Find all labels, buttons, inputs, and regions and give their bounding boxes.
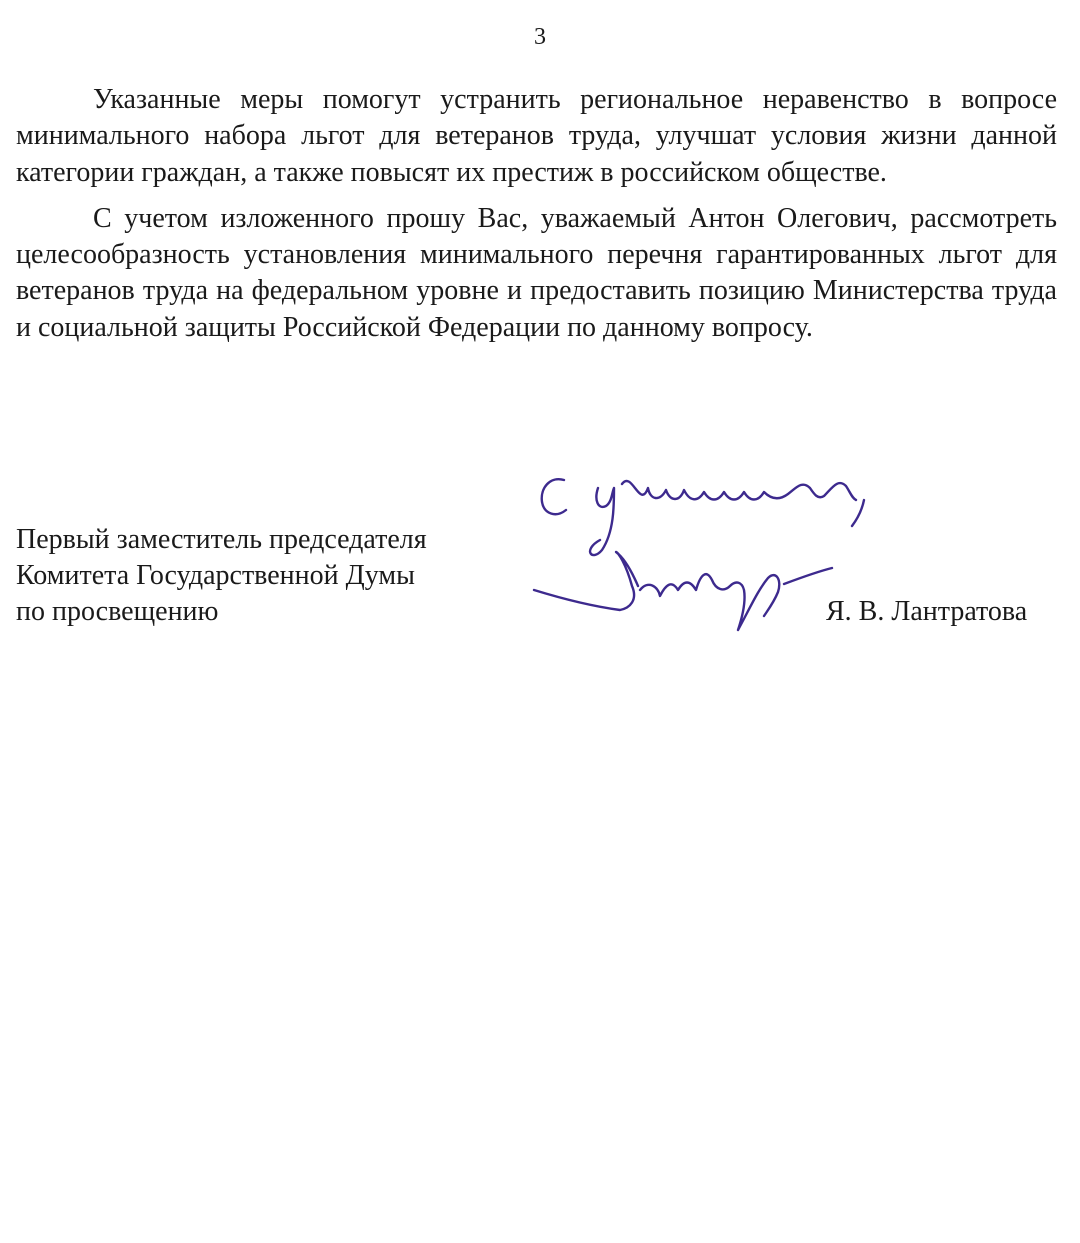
signature-stroke	[534, 552, 638, 610]
paragraph-measures: Указанные меры помогут устранить региональное неравенство в вопросе минимального набора льгот для ветеранов труда, улучшат условия жизни данной категории граждан, а также повысят их престиж в российском обществе.	[16, 84, 1057, 188]
signature-stroke	[640, 574, 779, 630]
signer-position-line: по просвещению	[16, 596, 219, 627]
handwritten-greeting-stroke	[852, 500, 864, 526]
letter-body	[16, 82, 1057, 356]
signer-name: Я. В. Лантратова	[826, 596, 1028, 627]
signer-position-line: Комитета Государственной Думы	[16, 560, 415, 591]
handwritten-greeting-stroke	[622, 481, 856, 500]
signer-position	[16, 522, 427, 630]
handwritten-greeting-stroke	[542, 479, 566, 514]
page-number: 3	[534, 24, 546, 50]
paragraph-request: С учетом изложенного прошу Вас, уважаемый Антон Олегович, рассмотреть целесообразность установления минимального перечня гарантированных льгот для ветеранов труда на федеральном уровне и предоставить позицию Министерства труда и социальной защиты Российской Федерации по данному вопросу.	[16, 202, 1057, 343]
signer-position-line: Первый заместитель председателя	[16, 524, 427, 555]
handwritten-greeting-stroke	[590, 488, 614, 555]
signature-stroke	[784, 568, 832, 584]
